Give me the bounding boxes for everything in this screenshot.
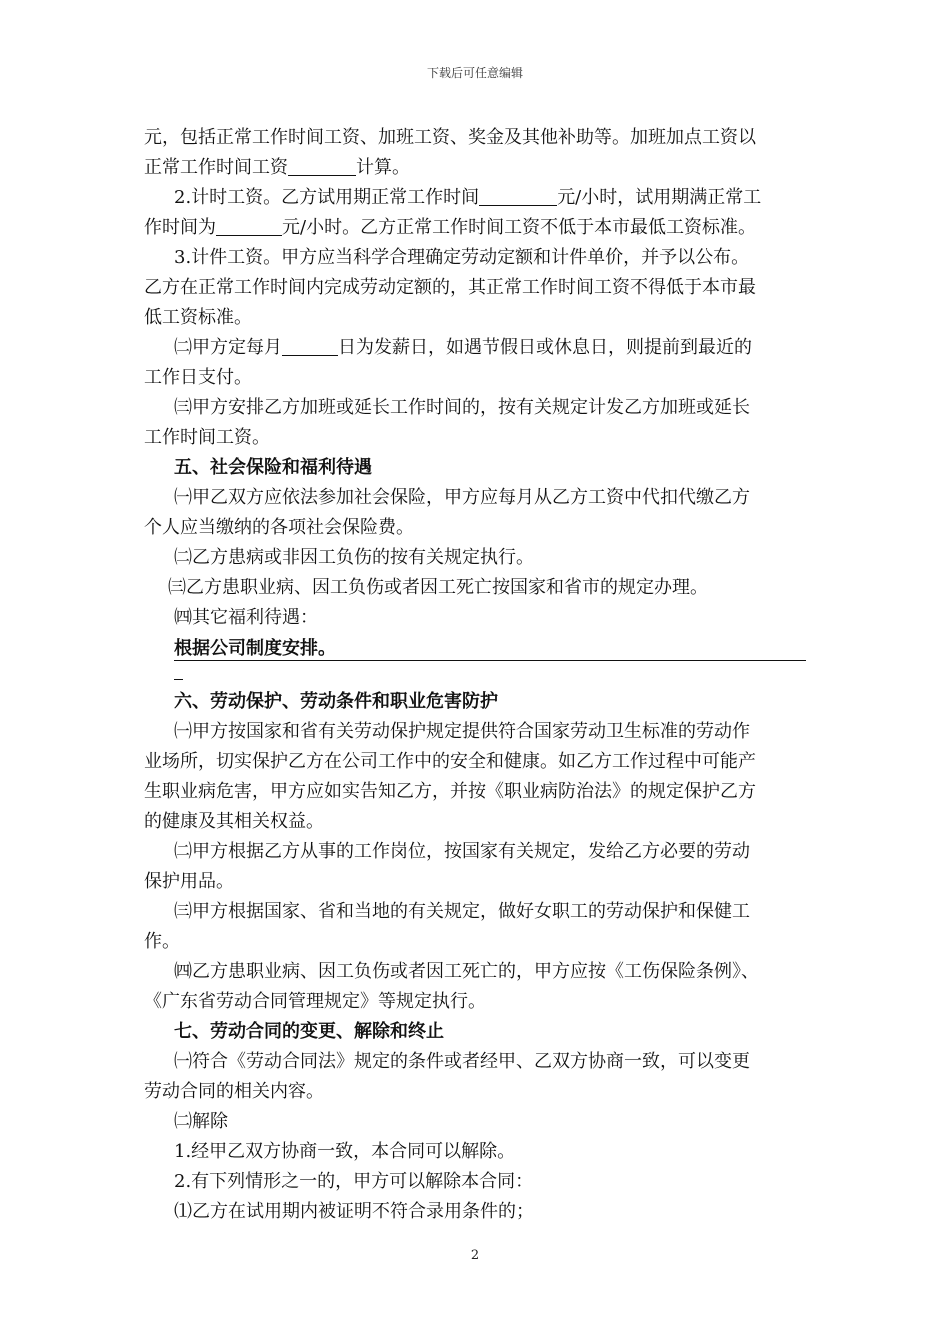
paragraph-line: ㈠符合《劳动合同法》规定的条件或者经甲、乙双方协商一致，可以变更 — [174, 1051, 750, 1072]
paragraph-line: 2.有下列情形之一的，甲方可以解除本合同： — [174, 1171, 534, 1192]
line-text: 计算。 — [356, 157, 410, 178]
paragraph-line: ㈢甲方安排乙方加班或延长工作时间的，按有关规定计发乙方加班或延长 — [174, 397, 750, 418]
fill-in-blank[interactable] — [282, 337, 338, 356]
welfare-fill-text: 根据公司制度安排。 — [174, 638, 336, 659]
paragraph-line: ㈢乙方患职业病、因工负伤或者因工死亡按国家和省市的规定办理。 — [168, 577, 708, 598]
paragraph-line: ㈠甲乙双方应依法参加社会保险，甲方应每月从乙方工资中代扣代缴乙方 — [174, 487, 750, 508]
paragraph-line: 保护用品。 — [144, 871, 234, 892]
paragraph-line: 工作时间工资。 — [144, 427, 270, 448]
paragraph-line: ㈣其它福利待遇： — [174, 607, 318, 628]
paragraph-line: ㈡解除 — [174, 1111, 228, 1132]
paragraph-line: 乙方在正常工作时间内完成劳动定额的，其正常工作时间工资不得低于本市最 — [144, 277, 756, 298]
paragraph-line — [144, 153, 806, 183]
paragraph-line: 个人应当缴纳的各项社会保险费。 — [144, 517, 414, 538]
line-text: 正常工作时间工资 — [144, 157, 288, 178]
fill-underline — [174, 660, 806, 661]
fill-continuation — [144, 663, 806, 687]
line-text: ㈡甲方定每月 — [174, 337, 282, 358]
fill-in-blank[interactable] — [216, 217, 282, 236]
paragraph-line: ㈣乙方患职业病、因工负伤或者因工死亡的，甲方应按《工伤保险条例》、 — [174, 961, 759, 982]
paragraph-line: 《广东省劳动合同管理规定》等规定执行。 — [144, 991, 486, 1012]
fill-in-blank[interactable] — [288, 157, 356, 176]
paragraph-line — [144, 183, 806, 213]
paragraph-line: 3.计件工资。甲方应当科学合理确定劳动定额和计件单价，并予以公布。 — [174, 247, 750, 268]
line-text: 作时间为 — [144, 217, 216, 238]
line-text: 2.计时工资。乙方试用期正常工作时间 — [174, 187, 480, 208]
paragraph-line: ㈠甲方按国家和省有关劳动保护规定提供符合国家劳动卫生标准的劳动作 — [174, 721, 750, 742]
paragraph-line: 低工资标准。 — [144, 307, 252, 328]
page-number: 2 — [470, 1248, 480, 1263]
line-text: 日为发薪日，如遇节假日或休息日，则提前到最近的 — [338, 337, 752, 358]
line-text: 元/小时。乙方正常工作时间工资不低于本市最低工资标准。 — [282, 217, 757, 238]
welfare-fill-row[interactable] — [144, 633, 806, 663]
paragraph-line: 生职业病危害，甲方应如实告知乙方，并按《职业病防治法》的规定保护乙方 — [144, 781, 756, 802]
paragraph-line: 工作日支付。 — [144, 367, 252, 388]
section-heading: 七、劳动合同的变更、解除和终止 — [174, 1021, 444, 1042]
paragraph-line: 业场所，切实保护乙方在公司工作中的安全和健康。如乙方工作过程中可能产 — [144, 751, 756, 772]
section-heading: 五、社会保险和福利待遇 — [174, 457, 372, 478]
paragraph-line: 劳动合同的相关内容。 — [144, 1081, 324, 1102]
dash-mark — [174, 663, 183, 680]
paragraph-line: 元，包括正常工作时间工资、加班工资、奖金及其他补助等。加班加点工资以 — [144, 127, 756, 148]
paragraph-line: 1.经甲乙双方协商一致，本合同可以解除。 — [174, 1141, 516, 1162]
document-body — [144, 123, 806, 1227]
paragraph-line: ㈡乙方患病或非因工负伤的按有关规定执行。 — [174, 547, 534, 568]
paragraph-line — [144, 333, 806, 363]
line-text: 元/小时，试用期满正常工 — [557, 187, 762, 208]
paragraph-line: ㈡甲方根据乙方从事的工作岗位，按国家有关规定，发给乙方必要的劳动 — [174, 841, 750, 862]
fill-in-blank[interactable] — [479, 187, 557, 206]
paragraph-line: 作。 — [144, 931, 180, 952]
paragraph-line: 的健康及其相关权益。 — [144, 811, 324, 832]
paragraph-line: ㈢甲方根据国家、省和当地的有关规定，做好女职工的劳动保护和保健工 — [174, 901, 750, 922]
page-header: 下载后可任意编辑 — [426, 66, 523, 80]
paragraph-line: ⑴乙方在试用期内被证明不符合录用条件的； — [174, 1201, 534, 1222]
section-heading: 六、劳动保护、劳动条件和职业危害防护 — [174, 691, 498, 712]
paragraph-line — [144, 213, 806, 243]
